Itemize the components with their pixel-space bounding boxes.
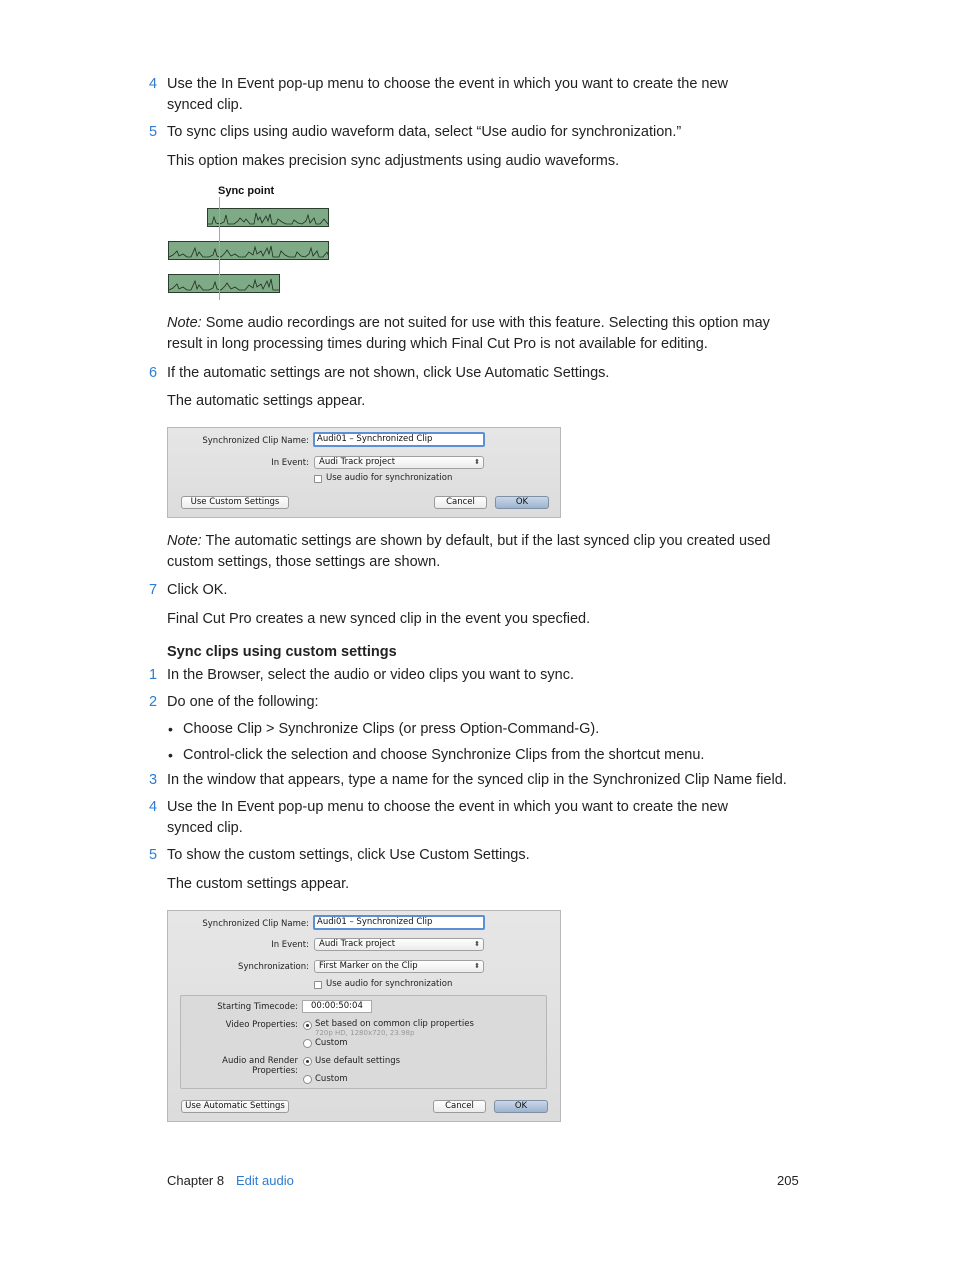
- popup-arrows-icon: ⬍: [474, 458, 480, 466]
- audio-render-label: Audio and Render Properties:: [222, 1056, 298, 1076]
- step-number: 2: [149, 694, 158, 710]
- in-event-label: In Event:: [271, 458, 309, 468]
- ok-button[interactable]: OK: [494, 1100, 548, 1113]
- sync-point-line: [219, 197, 220, 300]
- video-custom-label: Custom: [315, 1038, 348, 1048]
- step-text: Use the In Event pop-up menu to choose the event in which you want to create the new synced clip.: [167, 76, 729, 113]
- step-number: 4: [149, 799, 158, 815]
- step-text: To show the custom settings, click Use Custom Settings.: [167, 847, 530, 863]
- popup-arrows-icon: ⬍: [474, 962, 480, 970]
- in-event-value: Audi Track project: [319, 939, 396, 949]
- step-number: 5: [149, 847, 158, 863]
- synchronization-popup[interactable]: [314, 960, 484, 973]
- step-number: 3: [149, 772, 158, 788]
- footer-section-link[interactable]: Edit audio: [236, 1173, 294, 1188]
- paragraph: The custom settings appear.: [167, 876, 350, 892]
- note-paragraph: [167, 313, 792, 355]
- cancel-button[interactable]: Cancel: [433, 1100, 486, 1113]
- audio-clip-waveform: [168, 274, 280, 293]
- in-event-popup[interactable]: [314, 938, 484, 951]
- paragraph: This option makes precision sync adjustments using audio waveforms.: [167, 153, 620, 169]
- sync-dialog-custom: [167, 910, 561, 1122]
- cancel-button[interactable]: Cancel: [434, 496, 487, 509]
- waveform-graphic: [208, 209, 329, 227]
- bullet-text: Control-click the selection and choose Synchronize Clips from the shortcut menu.: [183, 747, 705, 763]
- paragraph: Final Cut Pro creates a new synced clip in the event you specfied.: [167, 611, 591, 627]
- clip-name-label: Synchronized Clip Name:: [202, 436, 309, 446]
- audio-clip-waveform: [207, 208, 329, 227]
- audio-custom-label: Custom: [315, 1074, 348, 1084]
- sync-dialog-automatic: [167, 427, 561, 518]
- in-event-value: Audi Track project: [319, 457, 396, 467]
- audio-sync-checkbox[interactable]: [314, 475, 322, 483]
- note-paragraph: [167, 531, 792, 573]
- synchronization-label: Synchronization:: [238, 962, 309, 972]
- audio-default-radio[interactable]: [303, 1057, 312, 1066]
- bullet-text: Choose Clip > Synchronize Clips (or press Option-Command-G).: [183, 721, 600, 737]
- audio-sync-label: Use audio for synchronization: [326, 979, 453, 989]
- bullet-glyph: •: [168, 721, 173, 737]
- video-custom-radio[interactable]: [303, 1039, 312, 1048]
- page-number: 205: [777, 1173, 799, 1188]
- video-properties-label: Video Properties:: [225, 1020, 298, 1030]
- in-event-popup[interactable]: [314, 456, 484, 469]
- section-heading: Sync clips using custom settings: [167, 644, 397, 660]
- video-common-radio[interactable]: [303, 1021, 312, 1030]
- custom-settings-panel: [180, 995, 547, 1089]
- step-text: Click OK.: [167, 582, 228, 598]
- paragraph: The automatic settings appear.: [167, 393, 366, 409]
- in-event-label: In Event:: [271, 940, 309, 950]
- audio-custom-radio[interactable]: [303, 1075, 312, 1084]
- step-number: 1: [149, 667, 158, 683]
- note-label: Note:: [167, 533, 202, 549]
- popup-arrows-icon: ⬍: [474, 940, 480, 948]
- audio-sync-label: Use audio for synchronization: [326, 473, 453, 483]
- note-text: Some audio recordings are not suited for use with this feature. Selecting this option may result in long processing times during which Final Cut Pro is not available for editing.: [167, 315, 770, 352]
- step-text: Do one of the following:: [167, 694, 319, 710]
- step-text: In the Browser, select the audio or video clips you want to sync.: [167, 667, 575, 683]
- clip-name-label: Synchronized Clip Name:: [202, 919, 309, 929]
- ok-button[interactable]: OK: [495, 496, 549, 509]
- audio-default-label: Use default settings: [315, 1056, 401, 1066]
- sync-point-label: Sync point: [218, 185, 275, 197]
- synchronization-value: First Marker on the Clip: [319, 961, 418, 971]
- waveform-graphic: [169, 242, 329, 260]
- starting-timecode-field[interactable]: 00:00:50:04: [302, 1000, 372, 1013]
- use-automatic-settings-button[interactable]: Use Automatic Settings: [181, 1100, 289, 1113]
- video-common-label: Set based on common clip properties: [315, 1019, 474, 1029]
- step-text: Use the In Event pop-up menu to choose the event in which you want to create the new synced clip.: [167, 799, 729, 836]
- step-text: To sync clips using audio waveform data, select “Use audio for synchronization.”: [167, 124, 682, 140]
- video-format-hint: 720p HD, 1280x720, 23.98p: [315, 1029, 415, 1037]
- waveform-graphic: [169, 275, 280, 293]
- step-number: 7: [149, 582, 158, 598]
- audio-clip-waveform: [168, 241, 329, 260]
- step-text: If the automatic settings are not shown, click Use Automatic Settings.: [167, 365, 610, 381]
- audio-sync-checkbox[interactable]: [314, 981, 322, 989]
- note-text: The automatic settings are shown by default, but if the last synced clip you created used custom settings, those settings are shown.: [167, 533, 771, 570]
- step-text: In the window that appears, type a name for the synced clip in the Synchronized Clip Name field.: [167, 772, 787, 788]
- step-number: 6: [149, 365, 158, 381]
- footer-chapter: Chapter 8: [167, 1173, 225, 1188]
- clip-name-input[interactable]: Audi01 – Synchronized Clip: [313, 432, 485, 447]
- use-custom-settings-button[interactable]: Use Custom Settings: [181, 496, 289, 509]
- step-number: 4: [149, 76, 158, 92]
- starting-timecode-label: Starting Timecode:: [217, 1002, 298, 1012]
- clip-name-input[interactable]: Audi01 – Synchronized Clip: [313, 915, 485, 930]
- bullet-glyph: •: [168, 747, 173, 763]
- note-label: Note:: [167, 315, 202, 331]
- step-number: 5: [149, 124, 158, 140]
